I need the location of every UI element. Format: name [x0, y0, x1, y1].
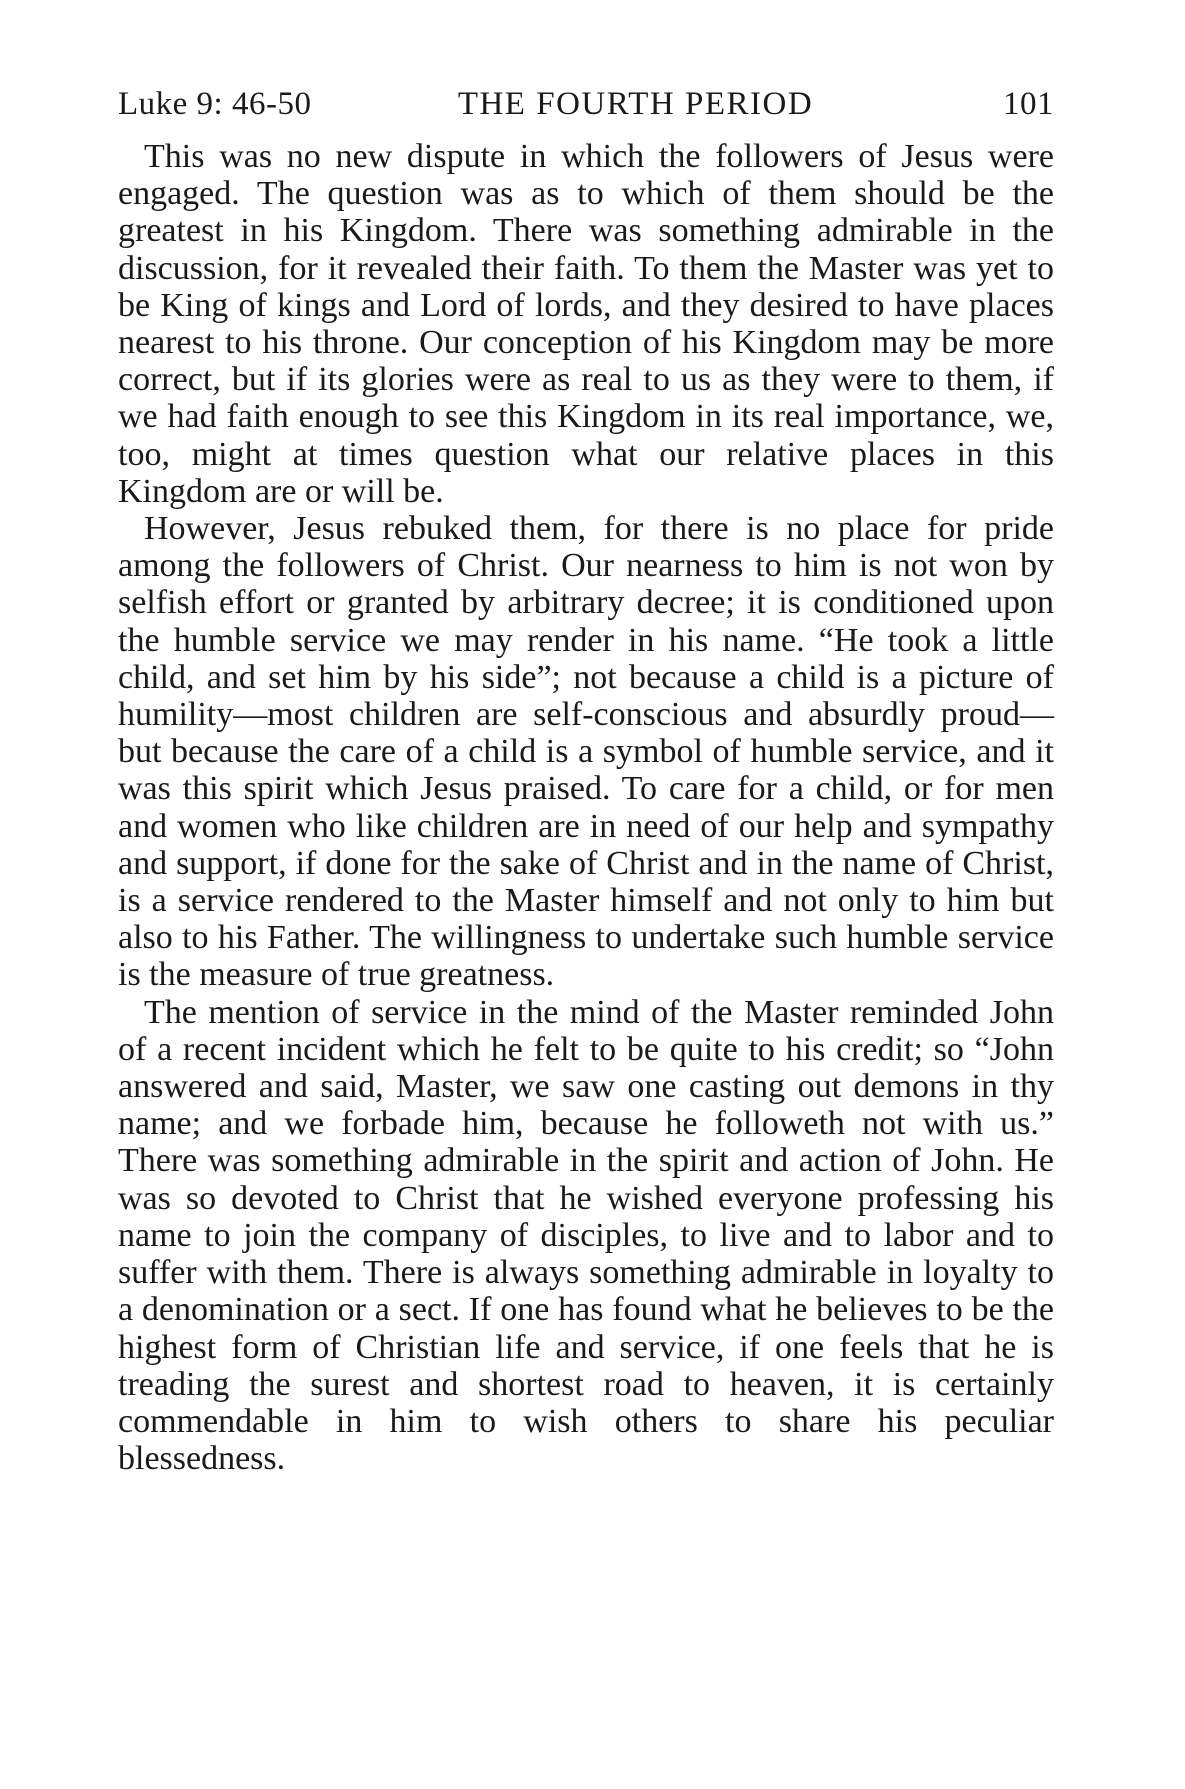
paragraph: The mention of service in the mind of the Master reminded John of a recent incident which he felt to be quite to his credit; so “John answered and said, Master, we saw one casting out demons in thy name; and we forbade him, because he followeth not with us.” There was something admirable in the spirit and action of John. He was so devoted to Christ that he wished everyone professing his name to join the company of disciples, to live and to labor and to suffer with them. There is always something admirable in loyalty to a denomination or a sect. If one has found what he believes to be the highest form of Christian life and service, if one feels that he is treading the surest and shortest road to heaven, it is certainly commendable in him to wish others to share his peculiar blessedness. [118, 993, 1054, 1478]
body-text [118, 138, 1054, 1477]
page-number: 101 [1003, 86, 1054, 122]
paragraph: However, Jesus rebuked them, for there is no place for pride among the followers of Christ. Our nearness to him is not won by selfish effort or granted by arbitrary decree; it is conditioned upon the humble service we may render in his name. “He took a little child, and set him by his side”; not because a child is a picture of humility—most children are self-conscious and absurdly proud—but because the care of a child is a symbol of humble service, and it was this spirit which Jesus praised. To care for a child, or for men and women who like children are in need of our help and sympathy and support, if done for the sake of Christ and in the name of Christ, is a service rendered to the Master himself and not only to him but also to his Father. The willingness to undertake such humble service is the measure of true greatness. [118, 510, 1054, 994]
scripture-reference: Luke 9: 46-50 [118, 86, 312, 122]
chapter-title: THE FOURTH PERIOD [457, 86, 814, 122]
book-page [118, 84, 1054, 1477]
running-header [118, 84, 1054, 124]
paragraph: This was no new dispute in which the followers of Jesus were engaged. The question was as to which of them should be the greatest in his Kingdom. There was something admirable in the discussion, for it revealed their faith. To them the Master was yet to be King of kings and Lord of lords, and they desired to have places nearest to his throne. Our conception of his Kingdom may be more correct, but if its glories were as real to us as they were to them, if we had faith enough to see this Kingdom in its real importance, we, too, might at times question what our relative places in this Kingdom are or will be. [118, 138, 1054, 510]
